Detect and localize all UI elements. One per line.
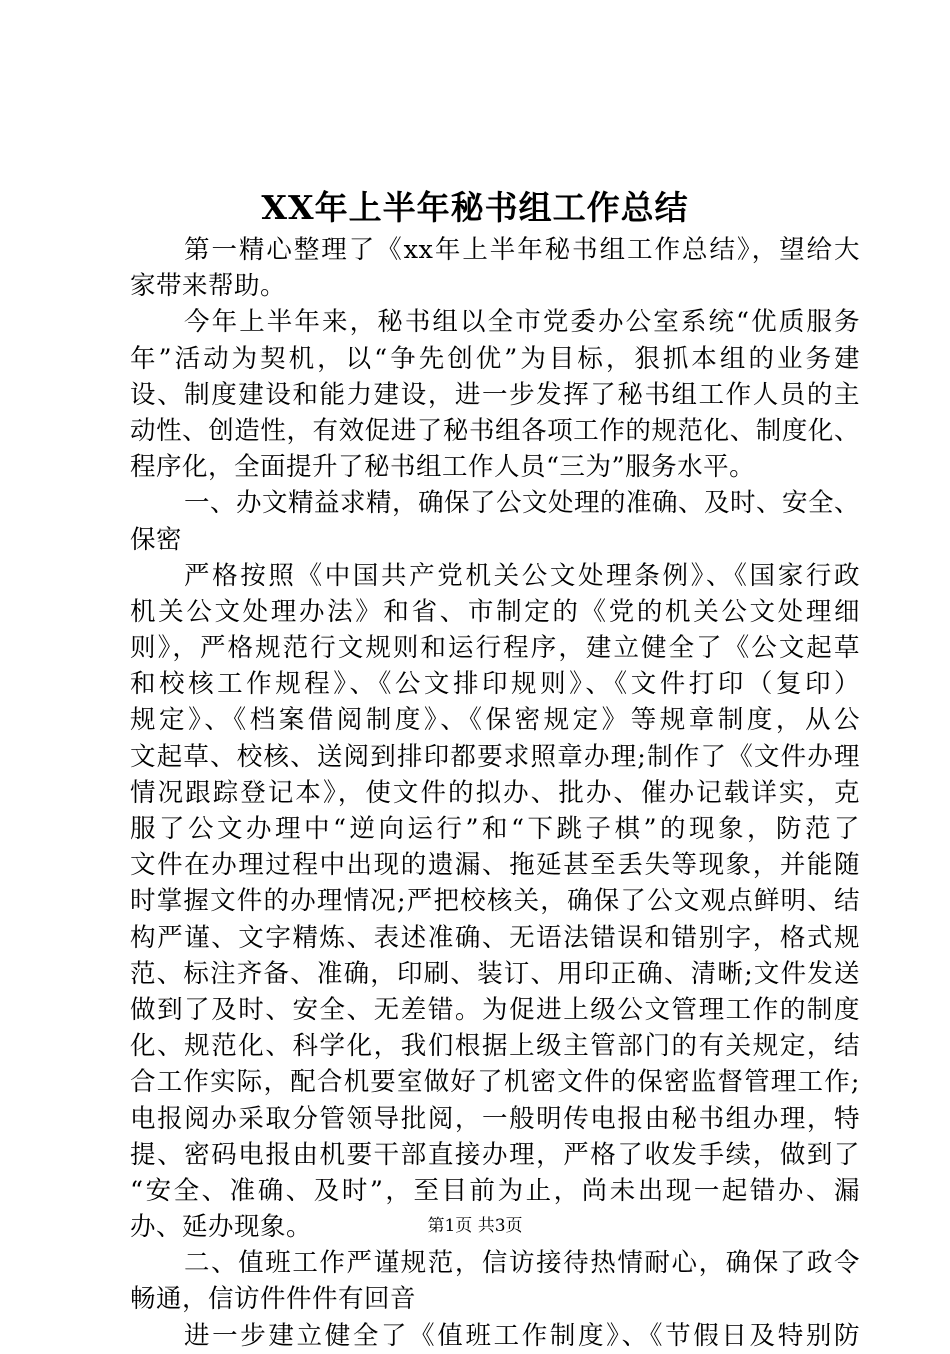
body-line: 动性、创造性，有效促进了秘书组各项工作的规范化、制度化、: [130, 415, 860, 446]
body-line: 化、规范化、科学化，我们根据上级主管部门的有关规定，结: [130, 1031, 860, 1062]
body-line: 畅通，信访件件件有回音: [130, 1284, 417, 1315]
body-line: 情况跟踪登记本》，使文件的拟办、批办、催办记载详实，克: [130, 777, 860, 808]
body-line: 合工作实际，配合机要室做好了机密文件的保密监督管理工作;: [130, 1067, 860, 1098]
body-line: 范、标注齐备、准确，印刷、装订、用印正确、清晰;文件发送: [130, 958, 860, 989]
body-line: “安全、准确、及时”，至目前为止，尚未出现一起错办、漏: [130, 1175, 860, 1206]
body-line: 提、密码电报由机要干部直接办理，严格了收发手续，做到了: [130, 1139, 860, 1170]
body-line: 进一步建立健全了《值班工作制度》、《节假日及特别防: [184, 1320, 860, 1351]
body-line: 构严谨、文字精炼、表述准确、无语法错误和错别字，格式规: [130, 922, 860, 953]
body-line: 一、办文精益求精，确保了公文处理的准确、及时、安全、: [184, 488, 861, 519]
body-line: 做到了及时、安全、无差错。为促进上级公文管理工作的制度: [130, 994, 860, 1025]
body-line: 程序化，全面提升了秘书组工作人员“三为”服务水平。: [130, 452, 756, 483]
body-line: 严格按照《中国共产党机关公文处理条例》、《国家行政: [184, 560, 860, 591]
body-line: 文起草、校核、送阅到排印都要求照章办理;制作了《文件办理: [130, 741, 860, 772]
body-line: 电报阅办采取分管领导批阅，一般明传电报由秘书组办理，特: [130, 1103, 860, 1134]
body-line: 规定》、《档案借阅制度》、《保密规定》等规章制度，从公: [130, 705, 860, 736]
body-line: 时掌握文件的办理情况;严把校核关，确保了公文观点鲜明、结: [130, 886, 860, 917]
body-line: 则》，严格规范行文规则和运行程序，建立健全了《公文起草: [130, 633, 860, 664]
body-line: 机关公文处理办法》和省、市制定的《党的机关公文处理细: [130, 596, 860, 627]
body-line: 设、制度建设和能力建设，进一步发挥了秘书组工作人员的主: [130, 379, 860, 410]
document-body: [130, 232, 860, 1354]
body-line: 保密: [130, 524, 183, 555]
body-line: 办、延办现象。: [130, 1212, 313, 1243]
body-line: 文件在办理过程中出现的遗漏、拖延甚至丢失等现象，并能随: [130, 850, 860, 881]
body-line: 年”活动为契机，以“争先创优”为目标，狠抓本组的业务建: [130, 343, 860, 374]
page-footer: 第1页 共3页: [427, 1216, 523, 1236]
body-line: 第一精心整理了《xx年上半年秘书组工作总结》，望给大: [184, 235, 860, 265]
document-title: XX年上半年秘书组工作总结: [261, 188, 689, 227]
body-line: 服了公文办理中“逆向运行”和“下跳子棋”的现象，防范了: [130, 814, 860, 844]
body-line: 家带来帮助。: [130, 271, 287, 302]
body-line: 和校核工作规程》、《公文排印规则》、《文件打印（复印）: [130, 669, 860, 700]
body-line: 二、值班工作严谨规范，信访接待热情耐心，确保了政令: [184, 1248, 860, 1279]
body-line: 今年上半年来，秘书组以全市党委办公室系统“优质服务: [184, 307, 860, 338]
